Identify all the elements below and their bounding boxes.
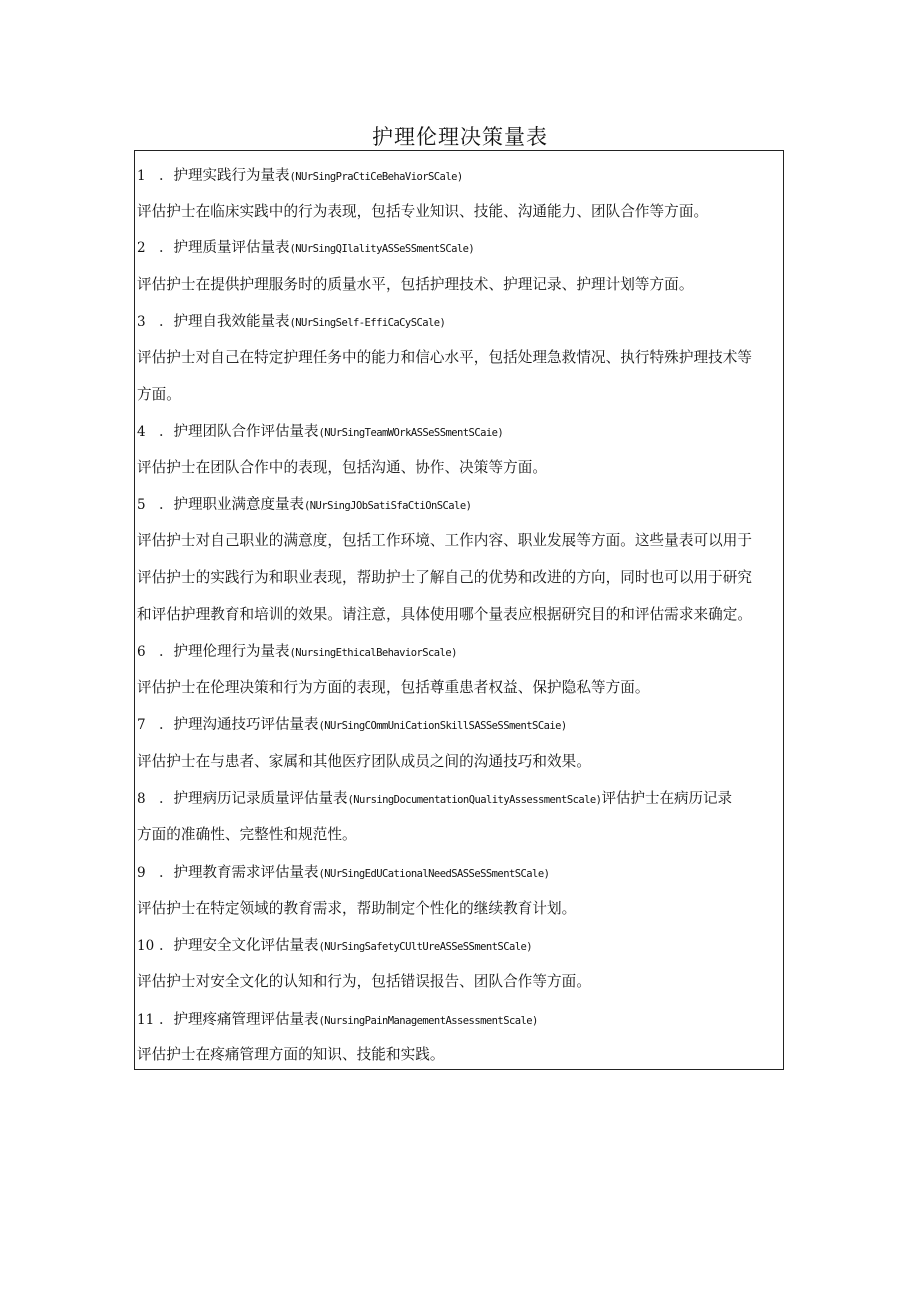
- scale-heading-11: [137, 1008, 782, 1033]
- scale-english-name: (NUrSingSelf-EffiCaCySCale): [289, 317, 446, 329]
- scale-english-name: (NUrSingPraCtiCeBehaViorSCale): [289, 171, 463, 183]
- scale-name: ．护理团队合作评估量表: [159, 424, 319, 440]
- scale-description-line: 方面的准确性、完整性和规范性。: [137, 826, 357, 843]
- scale-name: ．护理实践行为量表: [159, 168, 290, 184]
- scale-number: 5: [137, 497, 146, 513]
- scale-description-line: 评估护士在特定领域的教育需求，帮助制定个性化的继续教育计划。: [137, 900, 577, 917]
- scale-number: 9: [137, 865, 146, 881]
- scale-number: 2: [137, 240, 146, 256]
- scale-description-line: 评估护士在团队合作中的表现，包括沟通、协作、决策等方面。: [137, 459, 548, 476]
- scale-heading-8: [137, 787, 782, 812]
- scale-english-name: (NUrSingEdUCationalNeedSASSeSSmentSCale): [318, 868, 550, 880]
- scale-name: ．护理病历记录质量评估量表: [159, 791, 348, 807]
- scale-number: 3: [137, 314, 146, 330]
- scale-number: 7: [137, 717, 146, 733]
- scale-heading-9: [137, 861, 782, 886]
- scale-number: 6: [137, 644, 146, 660]
- scale-english-name: (NUrSingSafetyCUltUreASSeSSmentSCale): [318, 941, 533, 953]
- scale-heading-2: [137, 236, 782, 261]
- scale-description-line: 评估护士的实践行为和职业表现，帮助护士了解自己的优势和改进的方向，同时也可以用于研究: [137, 569, 753, 586]
- scale-name: ．护理质量评估量表: [159, 240, 290, 256]
- scale-name: ．护理职业满意度量表: [159, 497, 304, 513]
- scale-english-name: (NursingPainManagementAssessmentScale): [318, 1015, 538, 1027]
- scale-number: 8: [137, 791, 146, 807]
- scale-english-name: (NUrSingCOmmUniCationSkillSASSeSSmentSCaie): [318, 720, 567, 732]
- scale-english-name: (NUrSingJObSatiSfaCtiOnSCale): [304, 500, 472, 512]
- scale-number: 4: [137, 424, 146, 440]
- scale-description-line: 评估护士在与患者、家属和其他医疗团队成员之间的沟通技巧和效果。: [137, 753, 591, 770]
- scale-description-line: 方面。: [137, 386, 181, 403]
- scale-description-line: 评估护士在临床实践中的行为表现，包括专业知识、技能、沟通能力、团队合作等方面。: [137, 203, 709, 220]
- scale-heading-3: [137, 310, 782, 335]
- scale-description-line: 和评估护理教育和培训的效果。请注意，具体使用哪个量表应根据研究目的和评估需求来确定。: [137, 606, 753, 623]
- scale-english-name: (NUrSingQIlalityASSeSSmentSCale): [289, 243, 475, 255]
- scale-number: 11: [137, 1012, 155, 1028]
- scale-description-line: 评估护士在疼痛管理方面的知识、技能和实践。: [137, 1046, 445, 1063]
- scale-name: ．护理伦理行为量表: [159, 644, 290, 660]
- scale-heading-4: [137, 420, 782, 445]
- scale-heading-1: [137, 164, 782, 189]
- scale-heading-6: [137, 640, 782, 665]
- scale-english-name: (NursingEthicalBehaviorScale): [289, 647, 457, 659]
- scale-english-name: (NUrSingTeamWOrkASSeSSmentSCaie): [318, 427, 504, 439]
- scale-description-line: 评估护士在提供护理服务时的质量水平，包括护理技术、护理记录、护理计划等方面。: [137, 276, 694, 293]
- scale-name: ．护理疼痛管理评估量表: [159, 1012, 319, 1028]
- scale-name: ．护理安全文化评估量表: [159, 938, 319, 954]
- scale-name: ．护理教育需求评估量表: [159, 865, 319, 881]
- scale-name: ．护理沟通技巧评估量表: [159, 717, 319, 733]
- scale-heading-tail: 评估护士在病历记录: [601, 791, 732, 807]
- scale-name: ．护理自我效能量表: [159, 314, 290, 330]
- document-title: 护理伦理决策量表: [372, 125, 548, 149]
- scale-description-line: 评估护士在伦理决策和行为方面的表现，包括尊重患者权益、保护隐私等方面。: [137, 679, 650, 696]
- scale-number: 10: [137, 938, 155, 954]
- scale-description-line: 评估护士对自己在特定护理任务中的能力和信心水平，包括处理急救情况、执行特殊护理技术等: [137, 349, 753, 366]
- scale-english-name: (NursingDocumentationQualityAssessmentScale): [347, 794, 602, 806]
- scale-description-line: 评估护士对自己职业的满意度，包括工作环境、工作内容、职业发展等方面。这些量表可以用于: [137, 532, 753, 549]
- scale-number: 1: [137, 168, 146, 184]
- scale-heading-5: [137, 493, 782, 518]
- scale-description-line: 评估护士对安全文化的认知和行为，包括错误报告、团队合作等方面。: [137, 973, 591, 990]
- scale-heading-10: [137, 934, 782, 959]
- scale-heading-7: [137, 713, 782, 738]
